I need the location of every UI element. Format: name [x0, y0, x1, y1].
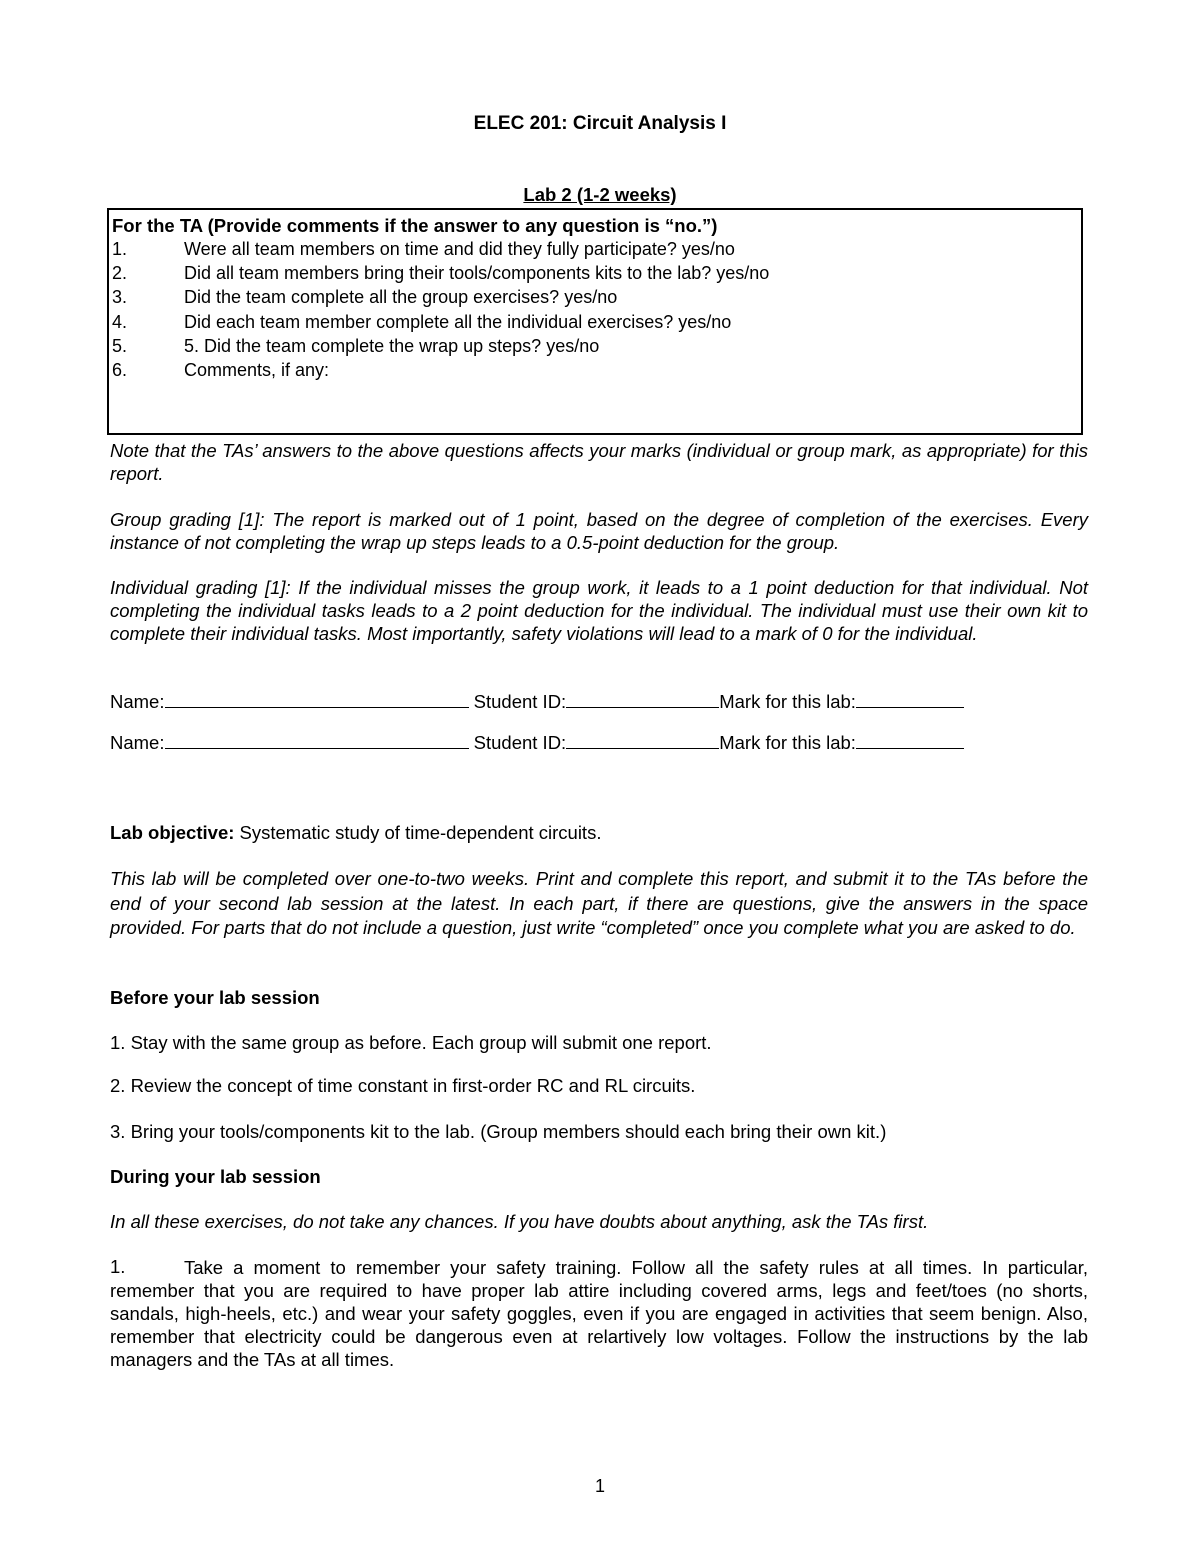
ta-question-number: 3.: [112, 287, 128, 307]
before-item-3: 3. Bring your tools/components kit to the lab. (Group members should each bring their own kit.): [110, 1121, 887, 1142]
lab-objective: [110, 822, 601, 844]
intro-paragraph: This lab will be completed over one-to-two weeks. Print and complete this report, and submit it to the TAs before the end of your second lab session at the latest. In each part, if there are questions, give the answers in the space provided. For parts that do not include a question, just write “completed” once you complete what you are asked to do.: [110, 868, 1088, 938]
student-id-field[interactable]: [566, 732, 719, 749]
ta-box-heading: For the TA (Provide comments if the answer to any question is “no.”): [112, 215, 718, 236]
during-note: In all these exercises, do not take any chances. If you have doubts about anything, ask the TAs first.: [110, 1211, 929, 1232]
ta-question-text: 5. Did the team complete the wrap up steps? yes/no: [184, 336, 600, 356]
lab-objective-label: Lab objective:: [110, 822, 235, 843]
student-row-2: [110, 732, 964, 754]
course-title: ELEC 201: Circuit Analysis I: [473, 113, 727, 134]
student-id-field[interactable]: [566, 691, 719, 708]
ta-note: Note that the TAs’ answers to the above questions affects your marks (individual or group mark, as appropriate) for this report.: [110, 440, 1088, 484]
ta-question-number: 1.: [112, 239, 128, 259]
before-heading: Before your lab session: [110, 987, 320, 1008]
name-label: Name:: [110, 732, 165, 753]
ta-question-text: Did all team members bring their tools/components kits to the lab? yes/no: [184, 263, 770, 283]
ta-question-number: 5.: [112, 336, 128, 356]
mark-label: Mark for this lab:: [719, 732, 856, 753]
mark-field[interactable]: [856, 691, 964, 708]
ta-question-text: Did each team member complete all the individual exercises? yes/no: [184, 312, 732, 332]
during-item-1-text: Take a moment to remember your safety training. Follow all the safety rules at all times. In particular, remember that you are required to have proper lab attire including covered arms, legs and feet/toes (no shorts, sandals, high-heels, etc.) and wear your safety goggles, even if you are engaged in activities that seem benign. Also, remember that electricity could be dangerous even at relartively low voltages. Follow the instructions by the lab managers and the TAs at all times.: [110, 1257, 1088, 1370]
mark-label: Mark for this lab:: [719, 691, 856, 712]
name-field[interactable]: [165, 732, 469, 749]
ta-question-number: 2.: [112, 263, 128, 283]
ta-checklist-box: [107, 208, 1083, 435]
ta-question-number: 6.: [112, 360, 128, 380]
individual-grading-note: Individual grading [1]: If the individual misses the group work, it leads to a 1 point deduction for that individual. Not completing the individual tasks leads to a 2 point deduction for the individual. The individual must use their own kit to complete their individual tasks. Most importantly, safety violations will lead to a mark of 0 for the individual.: [110, 577, 1088, 644]
before-item-2: 2. Review the concept of time constant in first-order RC and RL circuits.: [110, 1075, 696, 1096]
before-item-1: 1. Stay with the same group as before. Each group will submit one report.: [110, 1032, 712, 1053]
student-row-1: [110, 691, 964, 713]
ta-question-text: Did the team complete all the group exercises? yes/no: [184, 287, 618, 307]
ta-question-number: 4.: [112, 312, 128, 332]
name-label: Name:: [110, 691, 165, 712]
student-id-label: Student ID:: [473, 691, 567, 712]
page-number: 1: [594, 1476, 605, 1496]
during-heading: During your lab session: [110, 1166, 321, 1187]
group-grading-note: Group grading [1]: The report is marked out of 1 point, based on the degree of completion of the exercises. Every instance of not completing the wrap up steps leads to a 0.5-point deduction for the group.: [110, 509, 1088, 553]
lab-objective-text: Systematic study of time-dependent circuits.: [234, 822, 602, 843]
lab-title: Lab 2 (1-2 weeks): [523, 184, 677, 205]
mark-field[interactable]: [856, 732, 964, 749]
student-id-label: Student ID:: [473, 732, 567, 753]
ta-question-text: Comments, if any:: [184, 360, 330, 380]
during-item-1-number: 1.: [110, 1256, 126, 1277]
name-field[interactable]: [165, 691, 469, 708]
ta-question-text: Were all team members on time and did they fully participate? yes/no: [184, 239, 735, 259]
